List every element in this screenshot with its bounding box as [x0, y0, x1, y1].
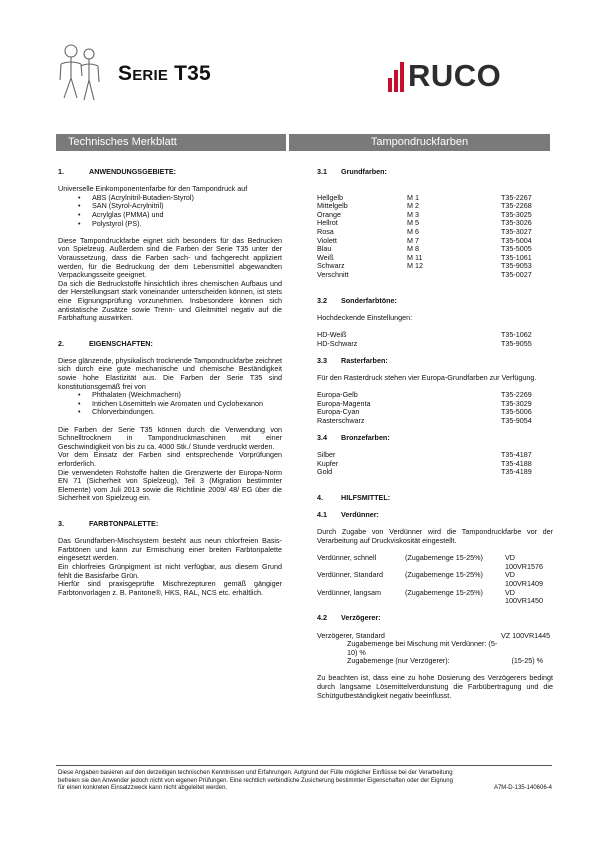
table-row: Blau M 8 T35-5005	[317, 244, 532, 254]
paragraph: Universelle Einkomponentenfarbe für den Tampondruck auf	[58, 184, 248, 194]
table-row: Verdünner, schnell (Zugabemenge 15-25%) VD 100VR1576	[317, 553, 543, 571]
paragraph: Da sich die Bedruckstoffe hinsichtlich ihres chemischen Aufbaus und der Herstellungsart stark voneinander unterscheiden können, ist stets eine Eignungsprüfung vorzunehmen. Insbesondere können sich antistatische Zusätze sowie Trenn- und Gleitmittel negativ auf die Farbhaftung auswirken.	[58, 278, 282, 323]
table-row: Zugabemenge (nur Verzögerer): (15-25) %	[347, 656, 543, 666]
list-item: • Intichen Lösemitteln wie Aromaten und Cyclohexanon	[78, 398, 264, 408]
subsection-heading: 3.2 Sonderfarbtöne:	[317, 295, 397, 305]
table-row: Gold T35-4189	[317, 467, 532, 477]
paragraph: Vor dem Einsatz der Farben sind entsprechende Vorprüfungen erforderlich.	[58, 450, 282, 468]
subsection-heading: 4.1 Verdünner:	[317, 510, 379, 520]
list-item: • Chlorverbindungen.	[78, 407, 155, 417]
table-row: Verdünner, Standard (Zugabemenge 15-25%) VD 100VR1409	[317, 570, 543, 588]
right-column	[317, 168, 553, 700]
table-row: Verdünner, langsam (Zugabemenge 15-25%) VD 100VR1450	[317, 587, 543, 606]
list-item: • Polystyrol (PS).	[78, 218, 142, 228]
table-row: Schwarz M 12 T35-9053	[317, 261, 532, 271]
ruco-bars-icon	[388, 60, 404, 92]
table-row: Weiß M 11 T35-1061	[317, 252, 532, 262]
list-item: • Acrylglas (PMMA) und	[78, 209, 164, 219]
people-logo-icon	[58, 42, 102, 104]
section-heading: 1. ANWENDUNGSGEBIETE:	[58, 167, 177, 176]
paragraph: Die verwendeten Rohstoffe halten die Grenzwerte der Europa-Norm EN 71 (Sicherheit von Spielzeug), Teil 3 (Migration bestimmter Elemente) vom Juli 2013 sowie die Richtlinie 2009/ 48/ EG über die Sicherheit von Spielzeug ein.	[58, 467, 282, 503]
bar-technical-sheet: Technisches Merkblatt	[56, 134, 286, 151]
paragraph: Ein chlorfreies Grünpigment ist nicht verfügbar, aus diesem Grund fehlt die Basisfarbe Grün.	[58, 561, 282, 580]
bar-product-category: Tampondruckfarben	[289, 134, 550, 151]
table-row: HD-Schwarz T35-9055	[317, 338, 532, 348]
table-row: Kupfer T35-4188	[317, 458, 532, 468]
table-row: Zugabemenge bei Mischung mit Verdünner: (5-10) %	[347, 639, 498, 657]
table-row: Verschnitt T35-0027	[317, 269, 532, 279]
paragraph: Zu beachten ist, dass eine zu hohe Dosierung des Verzögerers bedingt durch langsame Lösemittelverdunstung die Farbübertragung und die Schütgutbeständigkeit negativ beeinflusst.	[317, 673, 553, 700]
table-row: Rosa M 6 T35-3027	[317, 226, 532, 236]
table-row: Mittelgelb M 2 T35-2268	[317, 201, 532, 211]
document-code: A7M-D-135-140606-4	[493, 785, 552, 792]
section-heading: 3. FARBTONPALETTE:	[58, 518, 159, 528]
substrate-list	[58, 194, 282, 228]
subsection-heading: 4.2 Verzögerer:	[317, 613, 381, 623]
document-title: SERIE T35	[118, 62, 211, 85]
footer-line: für einen konkreten Einsatzzweck kann nicht abgeleitet werden. A7M-D-135-140606-4	[58, 785, 552, 792]
paragraph: Die Farben der Serie T35 können durch die Verwendung von Schnelltrocknern in Tampondruckmaschinen mit einer Geschwindigkeit von bis zu ca. 4000 Stk./ Stunde verdruckt werden.	[58, 424, 282, 451]
paragraph: Hierfür sind praxisgeprüfte Mischrezepturen gemäß gängiger Farbtonvorlagen z. B. Pantone®, HKS, RAL, NCS etc. erhältlich.	[58, 579, 282, 597]
table-row: Rasterschwarz T35-9054	[317, 415, 532, 425]
table-row: HD-Weiß T35-1062	[317, 329, 532, 339]
table-row: Hellgelb M 1 T35-2267	[317, 192, 532, 202]
list-item: • Phthalaten (Weichmachern)	[78, 390, 181, 400]
table-row: Verzögerer, Standard VZ 100VR1445	[317, 630, 551, 640]
paragraph: Für den Rasterdruck stehen vier Europa-Grundfarben zur Verfügung.	[317, 372, 537, 382]
list-item: • SAN (Styrol-Acrylnitril)	[78, 201, 164, 211]
subsection-heading: 3.1 Grundfarben:	[317, 167, 387, 176]
section-heading: 2. EIGENSCHAFTEN:	[58, 338, 153, 348]
paragraph: Diese glänzende, physikalisch trocknende Tampondruckfarbe zeichnet sich durch eine gute mechanische und chemische Beständigkeit sowie hohe Elastizität aus. Die Farben der Serie T35 sind konstitutionsgemäß frei von	[58, 355, 283, 391]
subsection-heading: 3.4 Bronzefarben:	[317, 433, 390, 443]
table-row: Violett M 7 T35-5004	[317, 235, 532, 245]
footer-line: befreien sie den Anwender jedoch nicht von eigenen Prüfungen. Eine rechtlich verbindliche Zusicherung bestimmter Eigenschaften oder der Eignung	[58, 777, 453, 784]
base-colors-table	[317, 194, 553, 280]
left-column	[58, 168, 282, 597]
table-row: Hellrot M 5 T35-3026	[317, 218, 532, 228]
footer-disclaimer	[58, 770, 552, 793]
footer-line: Diese Angaben basieren auf den derzeitigen technischen Kenntnissen und Erfahrungen. Aufgrund der Fülle möglicher Einflüsse bei der Verarbeitung	[58, 770, 453, 776]
subsection-heading: 3.3 Rasterfarben:	[317, 355, 388, 365]
paragraph: Diese Tampondruckfarbe eignet sich besonders für das Bedrucken von Spielzeug. Außerdem sind die Farben der Serie T35 unter der Voraussetzung, dass die Farben sach- und fachgerecht appliziert werden, für die Bedruckung der dem Lebensmittel abgewandten Verpackungsseite geeignet.	[58, 235, 282, 280]
paragraph: Das Grundfarben-Mischsystem besteht aus neun chlorfreien Basis-Farbtönen und kann zur Ermischung einer breiten Farbtonpalette eingesetzt werden.	[58, 536, 282, 563]
table-row: Europa-Magenta T35-3029	[317, 398, 532, 408]
properties-list	[58, 391, 282, 417]
section-heading: 4. HILFSMITTEL:	[317, 493, 391, 502]
paragraph: Durch Zugabe von Verdünner wird die Tampondruckfarbe vor der Verarbeitung auf Druckviskosität eingestellt.	[317, 527, 553, 545]
ruco-logo	[388, 56, 501, 96]
list-item: • ABS (Acrylnitril-Butadien-Styrol)	[78, 192, 194, 202]
table-row: Silber T35-4187	[317, 450, 532, 460]
paragraph: Hochdeckende Einstellungen:	[317, 312, 413, 322]
brand-name: RUCO	[408, 58, 502, 93]
footer-divider	[56, 765, 552, 766]
table-row: Europa-Gelb T35-2269	[317, 390, 532, 400]
table-row: Orange M 3 T35-3025	[317, 209, 532, 219]
table-row: Europa-Cyan T35-5006	[317, 407, 532, 417]
